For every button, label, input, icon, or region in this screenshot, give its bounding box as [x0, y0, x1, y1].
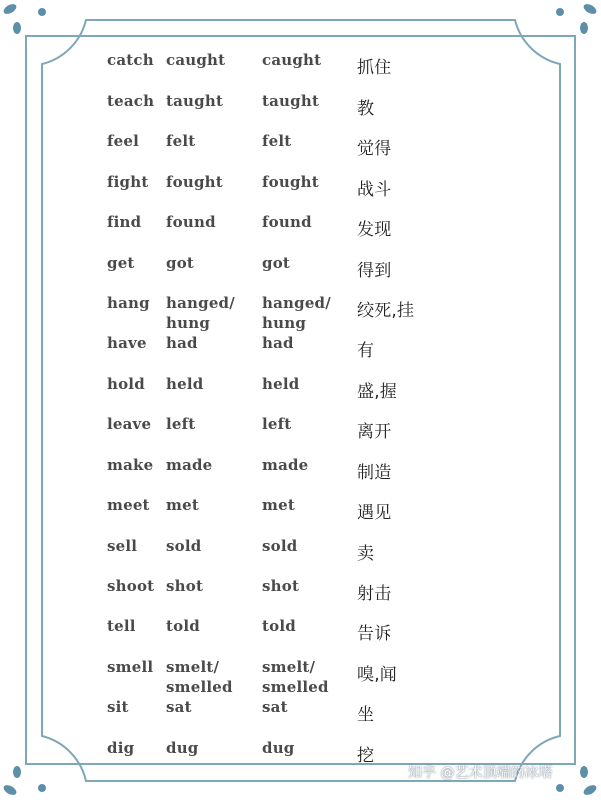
- meaning: 挖: [357, 746, 375, 766]
- past-tense: felt: [166, 132, 196, 150]
- verb-row: [0, 212, 601, 252]
- past-participle: left: [262, 415, 292, 433]
- past-tense: sold: [166, 537, 202, 555]
- meaning: 盛,握: [357, 382, 398, 402]
- base-form: sell: [107, 537, 138, 555]
- past-tense: left: [166, 415, 196, 433]
- base-form: make: [107, 456, 154, 474]
- past-participle: had: [262, 334, 294, 352]
- past-tense: fought: [166, 173, 223, 191]
- meaning: 战斗: [357, 180, 392, 200]
- meaning: 得到: [357, 261, 392, 281]
- past-tense: told: [166, 617, 200, 635]
- verb-row: [0, 414, 601, 454]
- past-participle: met: [262, 496, 295, 514]
- past-tense: caught: [166, 51, 226, 69]
- meaning: 射击: [357, 584, 392, 604]
- verb-row: [0, 697, 601, 737]
- meaning: 有: [357, 341, 375, 361]
- past-participle: found: [262, 213, 312, 231]
- past-participle: hanged/ hung: [262, 294, 331, 332]
- past-participle: sat: [262, 698, 288, 716]
- base-form: meet: [107, 496, 150, 514]
- base-form: dig: [107, 739, 135, 757]
- meaning: 绞死,挂: [357, 301, 415, 321]
- verb-row: [0, 495, 601, 535]
- base-form: fight: [107, 173, 149, 191]
- past-tense: found: [166, 213, 216, 231]
- meaning: 告诉: [357, 624, 392, 644]
- past-tense: shot: [166, 577, 204, 595]
- meaning: 坐: [357, 705, 375, 725]
- past-tense: made: [166, 456, 213, 474]
- base-form: get: [107, 254, 135, 272]
- verb-row: [0, 657, 601, 697]
- past-participle: dug: [262, 739, 295, 757]
- base-form: catch: [107, 51, 154, 69]
- meaning: 离开: [357, 422, 392, 442]
- meaning: 卖: [357, 544, 375, 564]
- past-participle: told: [262, 617, 296, 635]
- verb-row: [0, 576, 601, 616]
- past-tense: taught: [166, 92, 224, 110]
- meaning: 觉得: [357, 139, 392, 159]
- verb-row: [0, 374, 601, 414]
- meaning: 嗅,闻: [357, 665, 398, 685]
- base-form: tell: [107, 617, 136, 635]
- past-participle: fought: [262, 173, 319, 191]
- verb-row: [0, 91, 601, 131]
- base-form: leave: [107, 415, 152, 433]
- past-tense: got: [166, 254, 195, 272]
- base-form: hold: [107, 375, 145, 393]
- meaning: 发现: [357, 220, 392, 240]
- meaning: 教: [357, 99, 375, 119]
- past-participle: made: [262, 456, 309, 474]
- base-form: teach: [107, 92, 155, 110]
- past-tense: smelt/ smelled: [166, 658, 233, 696]
- past-participle: felt: [262, 132, 292, 150]
- verb-row: [0, 172, 601, 212]
- verb-row: [0, 536, 601, 576]
- past-tense: dug: [166, 739, 199, 757]
- past-tense: sat: [166, 698, 192, 716]
- base-form: find: [107, 213, 142, 231]
- base-form: have: [107, 334, 147, 352]
- base-form: sit: [107, 698, 129, 716]
- past-participle: shot: [262, 577, 300, 595]
- verb-row: [0, 131, 601, 171]
- past-participle: taught: [262, 92, 320, 110]
- past-tense: hanged/ hung: [166, 294, 235, 332]
- verb-row: [0, 455, 601, 495]
- base-form: shoot: [107, 577, 155, 595]
- verb-row: [0, 50, 601, 90]
- watermark: 知乎 @艺术顶端的冰塔: [408, 765, 553, 781]
- past-participle: sold: [262, 537, 298, 555]
- verb-row: [0, 293, 601, 333]
- past-participle: held: [262, 375, 300, 393]
- past-tense: held: [166, 375, 204, 393]
- past-tense: had: [166, 334, 198, 352]
- base-form: hang: [107, 294, 150, 312]
- verb-row: [0, 616, 601, 656]
- verb-row: [0, 333, 601, 373]
- past-participle: caught: [262, 51, 322, 69]
- verb-row: [0, 253, 601, 293]
- past-participle: smelt/ smelled: [262, 658, 329, 696]
- base-form: smell: [107, 658, 154, 676]
- meaning: 抓住: [357, 58, 392, 78]
- past-tense: met: [166, 496, 199, 514]
- meaning: 制造: [357, 463, 392, 483]
- past-participle: got: [262, 254, 291, 272]
- meaning: 遇见: [357, 503, 392, 523]
- base-form: feel: [107, 132, 140, 150]
